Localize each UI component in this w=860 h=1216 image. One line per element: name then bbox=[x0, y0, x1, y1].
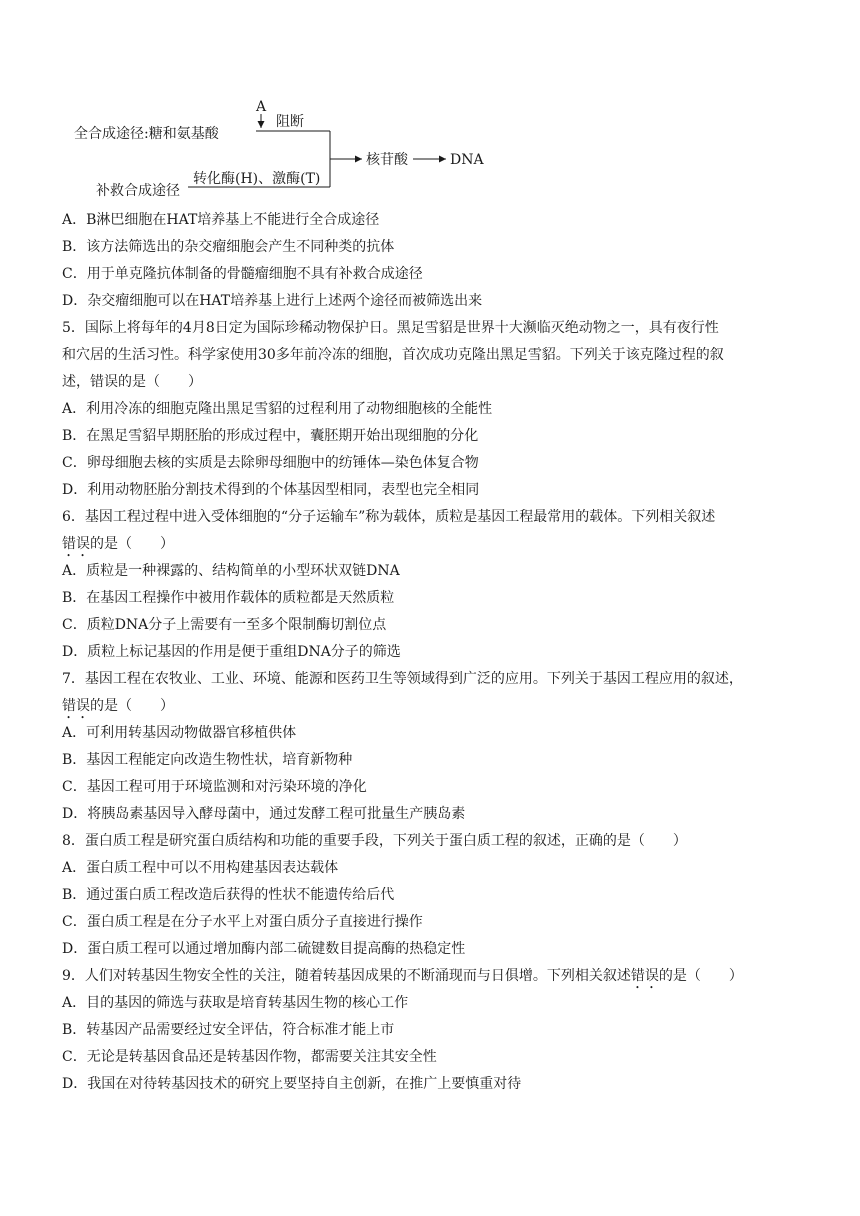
q5-stem-line1: 5．国际上将每年的4月8日定为国际珍稀动物保护日。黑足雪貂是世界十大濒临灭绝动物之一，具有夜行性 bbox=[62, 320, 719, 336]
q7-stem-line1: 7．基因工程在农牧业、工业、环境、能源和医药卫生等领域得到广泛的应用。下列关于基因工程应用的叙述， bbox=[62, 671, 743, 687]
q7-option-b: B．基因工程能定向改造生物性状，培育新物种 bbox=[62, 752, 353, 768]
q8-option-b: B．通过蛋白质工程改造后获得的性状不能遗传给后代 bbox=[62, 887, 395, 903]
q9-stem-line1 bbox=[62, 963, 807, 990]
q9-stem-tail: 的是（ ） bbox=[658, 968, 743, 984]
question-6 bbox=[62, 504, 807, 666]
q9-option-c: C．无论是转基因食品还是转基因作物，都需要关注其安全性 bbox=[62, 1049, 437, 1065]
q5-stem-line3: 述，错误的是（ ） bbox=[62, 374, 202, 390]
question-7 bbox=[62, 666, 807, 828]
q9-stem-head: 9．人们对转基因生物安全性的关注，随着转基因成果的不断涌现而与日俱增。下列相关叙述 bbox=[62, 968, 631, 984]
q8-option-a: A．蛋白质工程中可以不用构建基因表达载体 bbox=[62, 860, 339, 876]
q7-stem-line2 bbox=[62, 693, 807, 720]
q6-option-b: B．在基因工程操作中被用作载体的质粒都是天然质粒 bbox=[62, 590, 395, 606]
q8-option-c: C．蛋白质工程是在分子水平上对蛋白质分子直接进行操作 bbox=[62, 914, 423, 930]
q6-stem-line2 bbox=[62, 531, 807, 558]
label-salvage-synthesis: 补救合成途径 bbox=[96, 183, 180, 199]
label-enzymes: 转化酶(H)、激酶(T) bbox=[193, 171, 321, 187]
q4-option-b: B．该方法筛选出的杂交瘤细胞会产生不同种类的抗体 bbox=[62, 239, 395, 255]
q5-option-b: B．在黑足雪貂早期胚胎的形成过程中，囊胚期开始出现细胞的分化 bbox=[62, 428, 479, 444]
q5-option-d: D．利用动物胚胎分割技术得到的个体基因型相同，表型也完全相同 bbox=[62, 482, 480, 498]
q6-option-d: D．质粒上标记基因的作用是便于重组DNA分子的筛选 bbox=[62, 644, 401, 660]
q6-stem-tail: 的是（ ） bbox=[90, 536, 174, 552]
label-block: 阻断 bbox=[276, 114, 304, 130]
q7-option-a: A．可利用转基因动物做器官移植供体 bbox=[62, 725, 297, 741]
q7-stem-tail: 的是（ ） bbox=[90, 698, 174, 714]
q5-option-c: C．卵母细胞去核的实质是去除卵母细胞中的纺锤体—染色体复合物 bbox=[62, 455, 479, 471]
q9-option-d: D．我国在对待转基因技术的研究上要坚持自主创新，在推广上要慎重对待 bbox=[62, 1076, 522, 1092]
q9-emphasis-word: 错误 bbox=[630, 968, 659, 984]
q9-option-b: B．转基因产品需要经过安全评估，符合标准才能上市 bbox=[62, 1022, 395, 1038]
question-9 bbox=[62, 963, 807, 1098]
question-5 bbox=[62, 315, 807, 504]
q7-option-c: C．基因工程可用于环境监测和对污染环境的净化 bbox=[62, 779, 367, 795]
label-a: A bbox=[256, 99, 267, 115]
q9-option-a: A．目的基因的筛选与获取是培育转基因生物的核心工作 bbox=[62, 995, 409, 1011]
q7-option-d: D．将胰岛素基因导入酵母菌中，通过发酵工程可批量生产胰岛素 bbox=[62, 806, 466, 822]
nucleotide-synthesis-diagram bbox=[60, 92, 530, 202]
q4-option-a: A．B淋巴细胞在HAT培养基上不能进行全合成途径 bbox=[62, 212, 380, 228]
q5-option-a: A．利用冷冻的细胞克隆出黑足雪貂的过程利用了动物细胞核的全能性 bbox=[62, 401, 493, 417]
q5-stem-line2: 和穴居的生活习性。科学家使用30多年前冷冻的细胞，首次成功克隆出黑足雪貂。下列关于该克隆过程的叙 bbox=[62, 347, 724, 363]
q4-option-c: C．用于单克隆抗体制备的骨髓瘤细胞不具有补救合成途径 bbox=[62, 266, 423, 282]
label-dna: DNA bbox=[450, 152, 484, 168]
q7-emphasis-word: 错误 bbox=[62, 698, 90, 714]
q8-option-d: D．蛋白质工程可以通过增加酶内部二硫键数目提高酶的热稳定性 bbox=[62, 941, 466, 957]
q6-emphasis-word: 错误 bbox=[62, 536, 90, 552]
q6-option-c: C．质粒DNA分子上需要有一至多个限制酶切割位点 bbox=[62, 617, 387, 633]
q6-stem-line1: 6．基因工程过程中进入受体细胞的“分子运输车”称为载体，质粒是基因工程最常用的载体。下列相关叙述 bbox=[62, 509, 716, 525]
question-content bbox=[62, 207, 807, 1098]
q6-option-a: A．质粒是一种裸露的、结构简单的小型环状双链DNA bbox=[62, 563, 400, 579]
question-8 bbox=[62, 828, 807, 963]
q4-options bbox=[62, 207, 807, 315]
label-full-synthesis: 全合成途径:糖和氨基酸 bbox=[74, 126, 219, 142]
q4-option-d: D．杂交瘤细胞可以在HAT培养基上进行上述两个途径而被筛选出来 bbox=[62, 293, 483, 309]
q8-stem-line1: 8．蛋白质工程是研究蛋白质结构和功能的重要手段，下列关于蛋白质工程的叙述，正确的是（ ） bbox=[62, 833, 687, 849]
label-nucleotide: 核苷酸 bbox=[366, 152, 408, 168]
